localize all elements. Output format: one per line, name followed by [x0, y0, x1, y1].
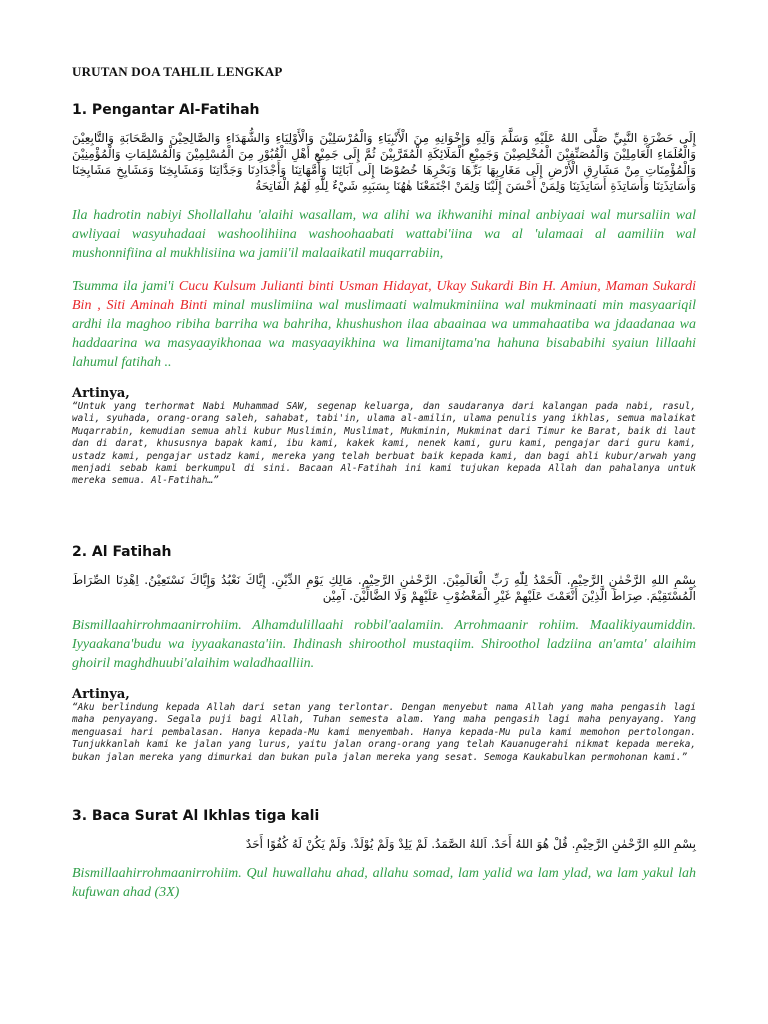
- artinya-translation: “Untuk yang terhormat Nabi Muhammad SAW, segenap keluarga, dan saudaranya dari kalangan pada nabi, rasul, wali, syuhada, orang-orang saleh, sahabat, tabi'in, ulama al-amilin, ulama penulis yang ikhlas, semua malaikat Muqarrabin, kemudian semua ahli kubur Muslimin, Muslimat, Mukminin, Mukminat dari Timur ke Barat, baik di laut dan di darat, khususnya bapak kami, ibu kami, kakek kami, nenek kami, guru kami, pengajar dari guru kami, ustadz kami, pengajar ustadz kami, mereka yang telah berbuat baik kepada kami, dan bagi ahli kubur/arwah yang menjadi sebab kami berkumpul di sini. Bacaan Al-Fatihah ini kami tujukan kepada Allah dan pahalanya untuk mereka semua. Al-Fatihah…”: [72, 401, 696, 487]
- section-heading: 1. Pengantar Al-Fatihah: [72, 102, 260, 118]
- artinya-translation: “Aku berlindung kepada Allah dari setan yang terlontar. Dengan menyebut nama Allah yang maha pengasih lagi maha penyayang. Segala puji bagi Allah, Tuhan semesta alam. Yang maha pengasih lagi maha penyayang. Yang menguasai hari pembalasan. Hanya kepada-Mu kami menyembah. Hanya kepada-Mu pula kami memohon pertolongan. Tunjukkanlah kami ke jalan yang lurus, yaitu jalan orang-orang yang telah Kauanugerahi nikmat kepada mereka, bukan jalan mereka yang dimurkai dan bukan pula jalan mereka yang sesat. Semoga Kaukabulkan permohonan kami.”: [72, 702, 696, 763]
- document-title: URUTAN DOA TAHLIL LENGKAP: [72, 64, 283, 79]
- latin-part: Bismillaahirrohmaanirrohiim. Qul huwallahu ahad, allahu somad, lam yalid wa lam ylad, wa lam yakul lah kufuwan ahad (3X): [72, 866, 696, 900]
- latin-part: minal muslimiina wal muslimaati walmukminiina wal mukminaati min masyaariqil ardhi ila maghoo ribiha barriha wa bahriha, khushushon ilaa abaainaa wa ummahaatiba wa jdaadanaa wa haddaarina wa masyaayikhonaa wa masyaayikhina wa limanijtama'na hahuna bisababihi syaiun lillaahi lahumul fatihah ..: [72, 298, 697, 370]
- section-heading: 3. Baca Surat Al Ikhlas tiga kali: [72, 808, 320, 824]
- section-pengantar-al-fatihah: [72, 102, 696, 516]
- section-heading: 2. Al Fatihah: [72, 544, 172, 560]
- latin-names-highlight: Cucu Kulsum Julianti binti Usman Hidayat, Ukay Sukardi Bin H. Amiun, Maman Sukardi Bin , Siti Aminah Binti: [72, 279, 696, 313]
- arabic-text: بِسْمِ اللهِ الرَّحْمٰنِ الرَّحِيْمِ. قُلْ هُوَ اللهُ أَحَدٌ. اَللهُ الصَّمَدُ. لَمْ يَلِدْ وَلَمْ يُوْلَدْ. وَلَمْ يَكُنْ لَهُ كُفُوًا أَحَدٌ: [245, 837, 696, 851]
- latin-transliteration: [72, 616, 696, 673]
- latin-part: Bismillaahirrohmaanirrohiim. Alhamdulillaahi robbil'aalamiin. Arrohmaanir rohiim. Maalikiyaumiddin. Iyyaakana'budu wa iyyaakanasta'iin. Ihdinash shiroothol mustaqiim. Shiroothol ladziina an'amta' alaihim ghoiril maghdhuubi'alaihim waladhaalliin.: [72, 618, 696, 671]
- arabic-text: إِلَى حَضْرَةِ النَّبِيِّ صَلَّى اللهُ عَلَيْهِ وَسَلَّمَ وَآلِهِ وَإِخْوَانِهِ مِنَ الْأَنْبِيَاءِ وَالْمُرْسَلِيْنَ وَالْأَوْلِيَاءِ وَالشُّهَدَاءِ وَالصَّالِحِيْنَ وَالصَّحَابَةِ وَالتَّابِعِيْنَ وَالْعُلَمَاءِ الْعَامِلِيْنَ وَالْمُصَنِّفِيْنَ الْمُخْلِصِيْنَ وَجَمِيْعِ الْمَلَائِكَةِ الْمُقَرَّبِيْنَ ثُمَّ إِلَى جَمِيْعِ أَهْلِ الْقُبُوْرِ مِنَ الْمُسْلِمِيْنَ وَالْمُسْلِمَاتِ وَالْمُؤْمِنِيْنَ وَالْمُؤْمِنَاتِ مِنْ مَشَارِقِ الْأَرْضِ إِلَى مَغَارِبِهَا بَرِّهَا وَبَحْرِهَا خُصُوْصًا إِلَى آبَائِنَا وَأُمَّهَاتِنَا وَأَجْدَادِنَا وَجَدَّاتِنَا وَمَشَايِخِنَا وَمَشَايِخِ مَشَايِخِنَا وَأَسَاتِذَتِنَا وَأَسَاتِذَةِ أَسَاتِذَتِنَا وَلِمَنْ أَحْسَنَ إِلَيْنَا وَلِمَنْ اجْتَمَعْنَا هٰهُنَا بِسَبَبِهِ شَيْءٌ لِلّٰهِ لَهُمُ الْفَاتِحَةُ: [72, 131, 696, 193]
- latin-transliteration: [72, 206, 696, 263]
- document-page: [72, 64, 697, 900]
- section-al-ikhlas: [72, 808, 696, 916]
- artinya-label: Artinya,: [72, 687, 130, 702]
- latin-transliteration: [72, 864, 696, 902]
- latin-part: Tsumma ila jami'i: [72, 279, 179, 294]
- artinya-label: Artinya,: [72, 386, 130, 401]
- section-al-fatihah: [72, 544, 696, 792]
- latin-part: Ila hadrotin nabiyi Shollallahu 'alaihi wasallam, wa alihi wa ikhwanihi minal anbiyaai wal mursaliin wal awliyaai wasyuhadaai washoolihiina washoohaabati wattabi'iina wa al 'ulamaai al aamiliin wal mushonnifiina al mukhlisiina wa jamii'il malaaikatil muqarrabiin,: [72, 208, 696, 261]
- arabic-text: بِسْمِ اللهِ الرَّحْمٰنِ الرَّحِيْمِ. اَلْحَمْدُ لِلّٰهِ رَبِّ الْعَالَمِيْنَ. الرَّحْمٰنِ الرَّحِيْمِ. مَالِكِ يَوْمِ الدِّيْنِ. إِيَّاكَ نَعْبُدُ وَإِيَّاكَ نَسْتَعِيْنُ. اِهْدِنَا الصِّرَاطَ الْمُسْتَقِيْمَ. صِرَاطَ الَّذِيْنَ أَنْعَمْتَ عَلَيْهِمْ غَيْرِ الْمَغْضُوْبِ عَلَيْهِمْ وَلَا الضَّالِّيْنَ. آمِيْن: [72, 573, 696, 603]
- latin-transliteration: [72, 277, 696, 372]
